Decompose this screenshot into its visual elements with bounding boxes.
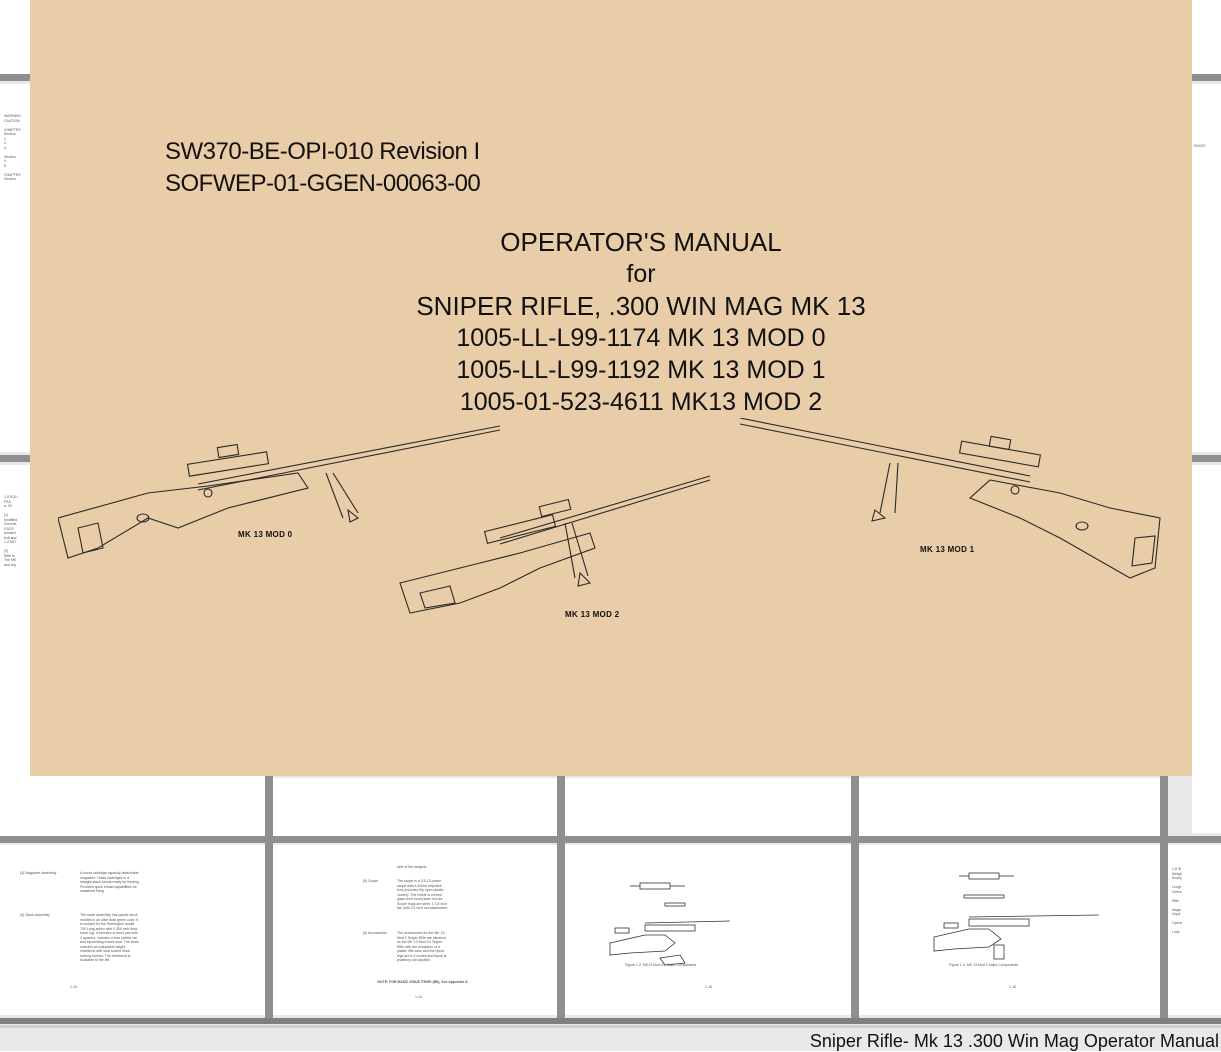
thumb-note: NOTE: FOR BASIC ISSUE ITEMS (BII), See Appendix A. bbox=[377, 980, 469, 984]
rifle-mod1-illustration bbox=[730, 418, 1170, 588]
page-thumbnail[interactable] bbox=[0, 778, 265, 836]
cover-title: OPERATOR'S MANUAL bbox=[500, 227, 782, 257]
rifle-mod2-illustration bbox=[390, 468, 740, 628]
page-thumbnail[interactable] bbox=[273, 778, 557, 836]
page-thumbnail-1-13[interactable]: (3) Magazine Assembly A round cartridge capacity detachable magazine. Holds cartridges in a straight stack format ready for feeding. Provides quick reload capabilities for sustained firing. (4) Stock Assembly The stock assembly has plastic stock molded in an olive drab green color. It is molded for the Remington model 700 Long action with 0.300 inch thick stock lug. It includes a recoil pad with 2 spacers, includes a rear slotted rail and bipod/sling mount stud. The stock includes an adjustable height cheekrest with dual socket head locking screws. The cheekrest is locatable to the left. 1-13 bbox=[0, 845, 265, 1015]
cover-nsn-mod0: 1005-LL-L99-1174 MK 13 MOD 0 bbox=[456, 324, 826, 352]
page-thumbnail[interactable] bbox=[565, 778, 851, 836]
rifle-components-figure bbox=[929, 865, 1109, 975]
page-thumbnail[interactable] bbox=[1192, 465, 1221, 833]
viewer-bottom-bar-shadow bbox=[0, 1025, 1221, 1028]
thumb-label: (5) Scope bbox=[363, 879, 379, 883]
page-thumbnail-1-15[interactable] bbox=[565, 845, 851, 1015]
thumb-label: (4) Stock Assembly bbox=[20, 913, 50, 917]
figure-caption: Figure 1-3. MK 13 Mod 2 Major Components bbox=[949, 963, 1019, 967]
page-number: 1-15 bbox=[705, 985, 713, 989]
figure-caption: Figure 1-2. MK13 Mod 0/1 Major Components bbox=[625, 963, 697, 967]
page-thumbnail-1-16[interactable] bbox=[859, 845, 1160, 1015]
page-thumbnail[interactable] bbox=[859, 778, 1160, 836]
page-thumbnail[interactable]: SW370 bbox=[1192, 84, 1221, 452]
doc-number-secondary: SOFWEP-01-GGEN-00063-00 bbox=[165, 170, 481, 197]
cover-title-block bbox=[60, 226, 1221, 418]
thumb-label: (3) Magazine Assembly bbox=[20, 871, 57, 875]
page-thumbnail[interactable]: 1-6 EQU FEA a. Of (1) modified Chrome 0.5/22 forward bolt and 1-2 MO (2) Rifle is The MK and trig bbox=[0, 465, 265, 833]
rifle-components-figure bbox=[605, 873, 735, 973]
page-number: 1-13 bbox=[70, 985, 78, 989]
doc-number-primary: SW370-BE-OPI-010 Revision I bbox=[165, 138, 480, 165]
rifle-label-mod2: MK 13 MOD 2 bbox=[565, 610, 620, 619]
cover-title-for: for bbox=[626, 260, 656, 288]
cover-nsn-mod2: 1005-01-523-4611 MK13 MOD 2 bbox=[459, 388, 823, 416]
grid-divider bbox=[0, 836, 1221, 843]
page-thumbnail[interactable]: 1-8 SI Weigh Empty Lengt Overa Rifle Maga Capa Opera Lock bbox=[1168, 845, 1221, 1015]
page-thumbnail[interactable]: WARNING CAUTION CHAPTER Section 1. 2. 3. Section 4. 5. CHAPTER Section bbox=[0, 84, 265, 452]
thumb-label: (6) Accessories bbox=[363, 931, 387, 935]
cover-nsn-mod1: 1005-LL-L99-1192 MK 13 MOD 1 bbox=[456, 356, 826, 384]
page-thumbnail-1-14[interactable]: side of the weapon. (5) Scope The scope is a 3.5-10 power scope with a 40mm objective lens (includes flip open plastic covers). The reticle is etched glass front focal plane mil dot. Scope rings are steel, 1 1/4 inch tall, with 1/2 inch nut attachment. (6) Accessories The accessories for the MK 13 Mod 2 Sniper Rifle are identical as the MK 13 Mod 0/1 Sniper Rifle with the exception of a plastic rifle case and the bipod legs are 6-9 inches and bipod is picatinny-rail capable. NOTE: FOR BASIC ISSUE ITEMS (BII), See Appendix A. 1-14 bbox=[273, 845, 557, 1015]
rifle-label-mod1: MK 13 MOD 1 bbox=[920, 545, 975, 554]
viewer-bottom-bar bbox=[0, 1018, 1221, 1024]
document-caption: Sniper Rifle- Mk 13 .300 Win Mag Operator Manual bbox=[809, 1031, 1219, 1051]
page-number: 1-14 bbox=[415, 995, 423, 999]
rifle-label-mod0: MK 13 MOD 0 bbox=[238, 530, 293, 539]
page-number: 1-16 bbox=[1009, 985, 1017, 989]
manual-cover-page[interactable] bbox=[30, 0, 1192, 776]
cover-title-rifle: SNIPER RIFLE, .300 WIN MAG MK 13 bbox=[416, 291, 866, 321]
